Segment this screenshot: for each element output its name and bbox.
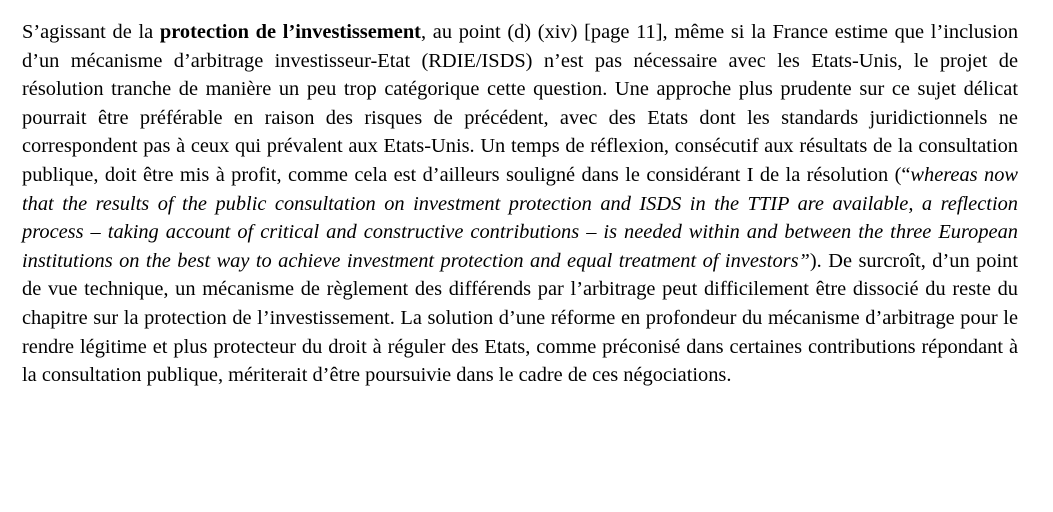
document-paragraph [22,18,1018,390]
paragraph-intro: S’agissant de la [22,21,160,43]
paragraph-conclusion: ). De surcroît, d’un point de vue technique, un mécanisme de règlement des différends par l’arbitrage peut difficilement être dissocié du reste du chapitre sur la protection de l’investissement. La solution d’une réforme en profondeur du mécanisme d’arbitrage pour le rendre légitime et plus protecteur du droit à réguler des Etats, comme préconisé dans certaines contributions répondant à la consultation publique, mériterait d’être poursuivie dans le cadre de ces négociations. [22,249,1019,387]
paragraph-topic-bold: protection de l’investissement [159,21,421,43]
paragraph-body: , au point (d) (xiv) [page 11], même si la France estime que l’inclusion d’un mécanisme d’arbitrage investisseur-Etat (RDIE/ISDS) n’est pas nécessaire avec les Etats-Unis, le projet de résolution tranche de manière un peu trop catégorique cette question. Une approche plus prudente sur ce sujet délicat pourrait être préférable en raison des risques de précédent, avec des Etats dont les standards juridictionnels ne correspondent pas à ceux qui prévalent aux Etats-Unis. Un temps de réflexion, consécutif aux résultats de la consultation publique, doit être mis à profit, comme cela est d’ailleurs souligné dans le considérant I de la résolution (“ [22,21,1019,186]
paragraph-quote-italic: whereas now that the results of the public consultation on investment protection and ISDS in the TTIP are available, a reflection process – taking account of critical and constructive contributions – is needed within and between the three European institutions on the best way to achieve investment protection and equal treatment of investors” [22,163,1018,272]
